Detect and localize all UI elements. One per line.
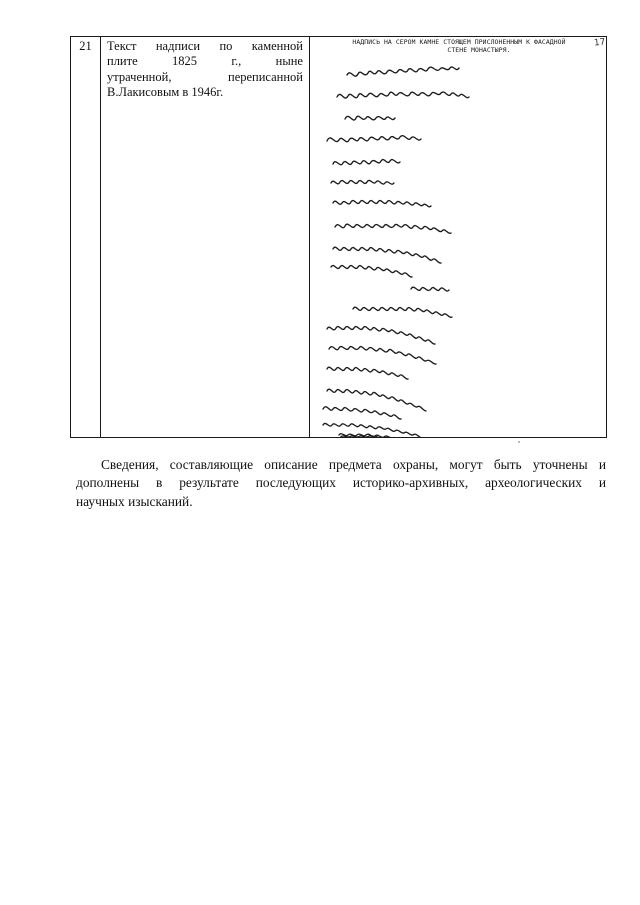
note-paragraph bbox=[76, 456, 606, 511]
column-divider bbox=[309, 37, 310, 437]
monument-table bbox=[70, 36, 607, 438]
handwritten-inscription-cell bbox=[311, 37, 607, 437]
note-line: Сведения, составляющие описание предмета охраны, могут быть уточнены и bbox=[101, 457, 606, 472]
inscription-heading: НАДПИСЬ НА СЕРОМ КАМНЕ СТОЯЩЕМ ПРИСЛОНЕННЫМ К ФАСАДНОЙ СТЕНЕ МОНАСТЫРЯ. bbox=[352, 38, 566, 54]
description-cell bbox=[107, 39, 303, 100]
page-mark: 17 bbox=[593, 37, 606, 49]
description-line: Текст надписи по каменной bbox=[107, 39, 303, 53]
note-line: научных изысканий. bbox=[76, 493, 193, 509]
scan-dot bbox=[518, 441, 520, 443]
handwriting-image bbox=[311, 37, 607, 437]
column-divider bbox=[100, 37, 101, 437]
description-line: плите 1825 г., ныне bbox=[107, 54, 303, 69]
row-number: 21 bbox=[79, 39, 92, 53]
description-line: утраченной, переписанной bbox=[107, 69, 303, 84]
description-line: В.Лакисовым в 1946г. bbox=[107, 84, 224, 99]
note-line: дополнены в результате последующих историко-архивных, археологических и bbox=[76, 475, 606, 491]
